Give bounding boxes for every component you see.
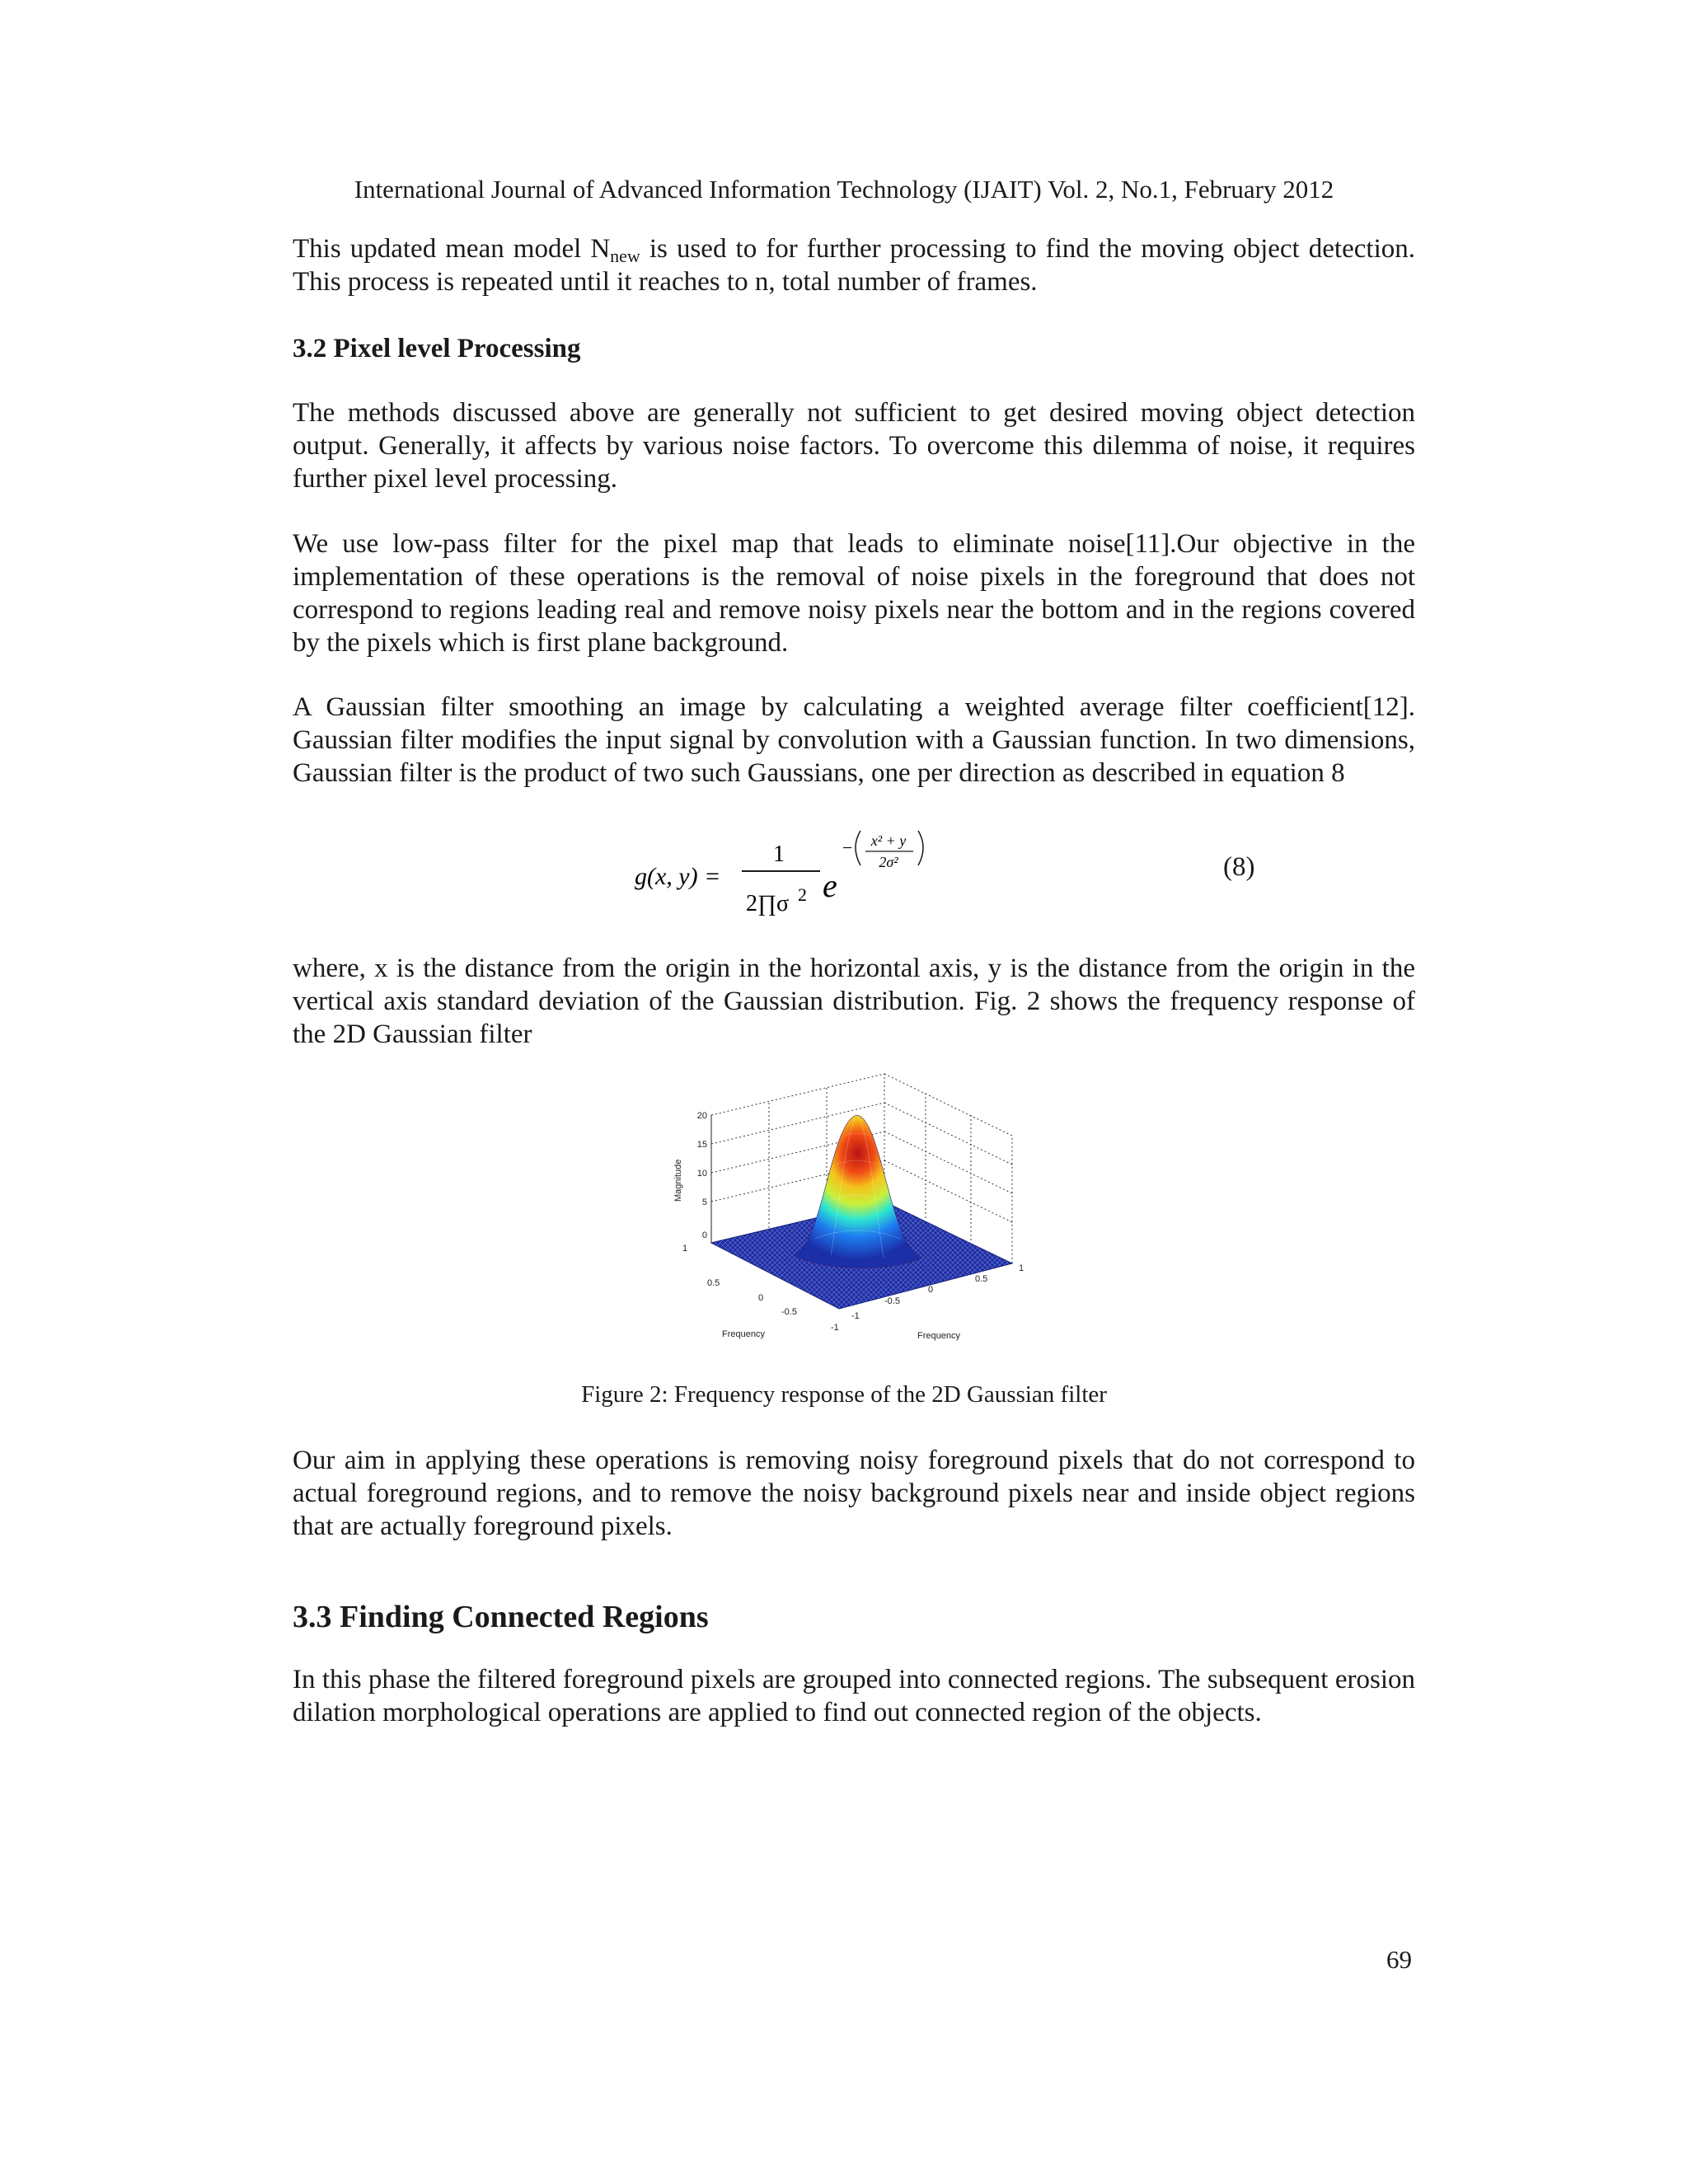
equation-8 <box>626 826 940 933</box>
eq-exp-sign: − <box>842 837 853 858</box>
running-header: International Journal of Advanced Information Technology (IJAIT) Vol. 2, No.1, February 2012 <box>354 175 1334 204</box>
eq-left-paren <box>856 831 860 865</box>
figure-caption: Figure 2: Frequency response of the 2D Gaussian filter <box>581 1381 1107 1408</box>
right-axis-tick-label: -1 <box>851 1311 860 1321</box>
eq-lhs: g(x, y) = <box>635 863 721 890</box>
right-axis-tick-label: -0.5 <box>884 1296 900 1306</box>
page-number: 69 <box>1386 1945 1412 1974</box>
equation-number: (8) <box>1223 852 1255 882</box>
z-tick-label: 5 <box>701 1197 707 1207</box>
left-axis-tick-label: 0.5 <box>707 1278 720 1288</box>
paragraph-connected-regions: In this phase the filtered foreground pixels are grouped into connected regions. The subsequent erosion dilation morphological operations are applied to find out connected region of the objects. <box>293 1665 1415 1727</box>
left-axis-label: Frequency <box>722 1329 765 1339</box>
section-heading-3-3: 3.3 Finding Connected Regions <box>293 1600 709 1634</box>
right-axis-tick-label: 1 <box>1019 1263 1025 1273</box>
paragraph-pixel-level: The methods discussed above are generally not sufficient to get desired moving object detection output. Generally, it affects by various noise factors. To overcome this dilemma of noise, it requires further pixel level processing. <box>293 398 1415 494</box>
left-axis-tick-label: 1 <box>682 1244 688 1254</box>
left-axis-tick-label: 0 <box>758 1293 764 1303</box>
z-tick-label: 15 <box>696 1140 707 1150</box>
eq-exp-denominator: 2σ² <box>879 854 898 870</box>
paragraph-where: where, x is the distance from the origin in the horizontal axis, y is the distance from the origin in the vertical axis standard deviation of the Gaussian distribution. Fig. 2 shows the frequency response of the 2D Gaussian filter <box>293 954 1415 1049</box>
eq-denominator-exp: 2 <box>798 884 807 905</box>
eq-exp-numerator: x² + y <box>870 832 907 849</box>
right-axis-tick-label: 0 <box>928 1285 934 1295</box>
intro-paragraph <box>293 232 1415 298</box>
gaussian-surface-plot <box>666 1070 1045 1350</box>
eq-base-e: e <box>823 867 837 904</box>
paragraph-aim: Our aim in applying these operations is removing noisy foreground pixels that do not correspond to actual foreground regions, and to remove the noisy background pixels near and inside object regions that are actually foreground pixels. <box>293 1446 1415 1541</box>
paragraph-low-pass: We use low-pass filter for the pixel map that leads to eliminate noise[11].Our objective in the implementation of these operations is the removal of noise pixels in the foreground that does not correspond to regions leading real and remove noisy pixels near the bottom and in the regions covered by the pixels which is first plane background. <box>293 529 1415 658</box>
intro-text-start: This updated mean model N <box>293 234 611 264</box>
z-tick-label: 0 <box>701 1230 707 1240</box>
eq-numerator: 1 <box>773 841 785 867</box>
z-axis-label: Magnitude <box>673 1159 683 1202</box>
z-tick-label: 10 <box>696 1169 707 1179</box>
section-heading-3-2: 3.2 Pixel level Processing <box>293 334 581 363</box>
left-axis-tick-label: -1 <box>831 1323 839 1333</box>
eq-denominator: 2∏σ <box>746 891 790 916</box>
z-tick-label: 20 <box>696 1111 707 1121</box>
intro-subscript: new <box>610 246 640 266</box>
right-axis-tick-label: 0.5 <box>975 1274 988 1284</box>
eq-right-paren <box>918 831 923 865</box>
surface-gaussian-peak <box>794 1115 921 1268</box>
intro-text-end: is used to for further processing to find the moving object detection. This process is repeated until it reaches to n, total number of frames. <box>293 234 1415 297</box>
left-axis-tick-label: -0.5 <box>781 1307 797 1317</box>
right-axis-label: Frequency <box>917 1331 960 1341</box>
paragraph-gaussian: A Gaussian filter smoothing an image by calculating a weighted average filter coefficient[12]. Gaussian filter modifies the input signal by convolution with a Gaussian function. In two dimensions, Gaussian filter is the product of two such Gaussians, one per direction as described in equation 8 <box>293 692 1415 788</box>
